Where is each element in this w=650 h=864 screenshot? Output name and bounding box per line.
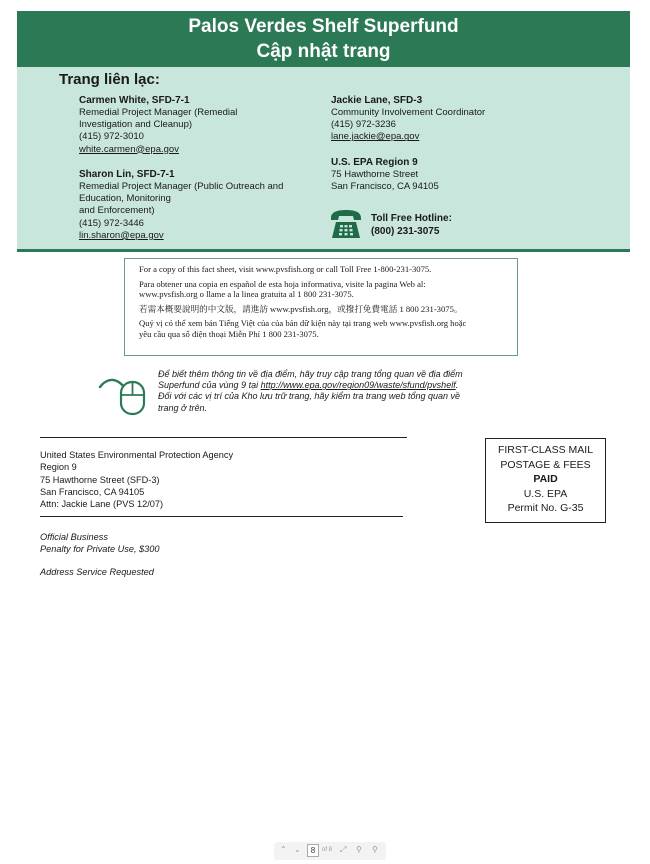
toll-free-hotline — [329, 209, 489, 241]
telephone-icon — [329, 209, 363, 240]
contact-phone: (415) 972-3010 — [79, 131, 144, 143]
return-address-line: United States Environmental Protection Agency — [40, 450, 234, 460]
divider-top — [40, 437, 407, 438]
fit-page-icon[interactable]: ⤢ — [340, 845, 347, 854]
hotline-label: Toll Free Hotline: — [371, 213, 452, 224]
contact-phone: (415) 972-3446 — [79, 217, 144, 229]
return-address-line: 75 Hawthorne Street (SFD-3) — [40, 474, 160, 485]
contact-role: Community Involvement Coordinator — [331, 107, 486, 118]
hotline-text — [371, 213, 452, 238]
computer-mouse-icon — [98, 370, 148, 416]
spanish-line: Para obtener una copia en español de esta hoja informativa, visite la pagina Web al: — [139, 278, 426, 289]
postage-agency: U.S. EPA — [523, 487, 568, 500]
spanish-line: www.pvsfish.org o llame a la linea gratuita al 1 800 231-3075. — [139, 289, 354, 300]
contact-role: Remedial Project Manager (Public Outreach and — [79, 181, 284, 192]
note-suffix: . — [455, 380, 459, 391]
spanish-notice — [139, 279, 509, 300]
contact-name: Carmen White, SFD-7-1 — [79, 95, 190, 106]
address-service-requested: Address Service Requested — [40, 567, 154, 577]
chinese-notice: 若需本概要說明的中文版，請進訪 www.pvsfish.org，或撥打免費電話 1 800 231-3075。 — [139, 303, 463, 314]
search-icon[interactable]: ⚲ — [372, 845, 378, 854]
office-city: San Francisco, CA 94105 — [331, 181, 439, 193]
note-line: trang ở trên. — [158, 402, 207, 413]
page-number-input[interactable]: 8 — [307, 844, 319, 857]
epa-office-address — [331, 156, 531, 193]
divider-bottom — [40, 516, 403, 517]
contact-email-link[interactable]: lin.sharon@epa.gov — [79, 229, 164, 241]
contact-sharon-lin — [79, 168, 319, 242]
penalty-line: Penalty for Private Use, $300 — [40, 544, 160, 555]
postage-class: FIRST-CLASS MAIL — [497, 444, 594, 456]
vietnamese-notice — [139, 318, 509, 339]
header-subtitle: Cập nhật trang — [256, 41, 391, 62]
contact-email-link[interactable]: white.carmen@epa.gov — [79, 143, 179, 155]
contact-phone: (415) 972-3236 — [331, 119, 396, 131]
contact-name: Jackie Lane, SFD-3 — [331, 95, 423, 106]
postage-indicia — [485, 438, 606, 523]
contact-jackie-lane — [331, 94, 531, 144]
language-availability-box — [124, 258, 518, 356]
office-street: 75 Hawthorne Street — [331, 169, 419, 180]
website-info-note — [158, 369, 508, 414]
contacts-panel — [17, 67, 630, 252]
chevron-up-icon[interactable]: ⌃ — [280, 845, 287, 854]
return-address — [40, 449, 233, 510]
office-name: U.S. EPA Region 9 — [331, 157, 418, 168]
contact-role: Investigation and Cleanup) — [79, 119, 193, 131]
return-address-line: San Francisco, CA 94105 — [40, 486, 145, 497]
official-line: Official Business — [40, 532, 108, 542]
contact-email-link[interactable]: lane.jackie@epa.gov — [331, 131, 420, 143]
zoom-out-icon[interactable]: ⚲ — [356, 845, 362, 854]
return-address-line: Region 9 — [40, 462, 77, 473]
site-overview-link[interactable]: http://www.epa.gov/region09/waste/sfund/pvshelf — [260, 380, 456, 391]
official-business — [40, 531, 160, 556]
postage-fees: POSTAGE & FEES — [500, 458, 591, 471]
page-count: of 8 — [322, 847, 333, 853]
postage-paid: PAID — [533, 473, 558, 486]
note-prefix: Superfund của vùng 9 tại — [158, 380, 261, 391]
postage-permit: Permit No. G-35 — [507, 502, 584, 515]
vietnamese-line: yêu cầu qua số điện thoại Miễn Phí 1 800 231-3075. — [139, 328, 319, 339]
note-line: Để biết thêm thông tin về địa điểm, hãy truy cập trang tổng quan về địa điểm — [158, 369, 463, 379]
hotline-number: (800) 231-3075 — [371, 225, 440, 237]
english-notice: For a copy of this fact sheet, visit www.pvsfish.org or call Toll Free 1-800-231-3075. — [139, 264, 432, 274]
note-line — [158, 380, 508, 391]
contacts-title: Trang liên lạc: — [59, 71, 160, 88]
contact-role: and Enforcement) — [79, 205, 155, 217]
contact-role: Education, Monitoring — [79, 193, 171, 205]
return-address-line: Attn: Jackie Lane (PVS 12/07) — [40, 499, 164, 510]
vietnamese-line: Quý vị có thể xem bản Tiếng Việt của của bản dữ kiện này tại trang web www.pvsfish.org hoặc — [139, 318, 467, 329]
note-line: Đối với các vị trí của Kho lưu trữ trang, hãy kiểm tra trang web tổng quan về — [158, 391, 460, 402]
chevron-down-icon[interactable]: ⌄ — [294, 845, 301, 854]
contact-carmen-white — [79, 94, 249, 156]
viewer-toolbar — [274, 842, 386, 860]
contact-role: Remedial Project Manager (Remedial — [79, 107, 238, 118]
contact-name: Sharon Lin, SFD-7-1 — [79, 169, 175, 180]
header-title: Palos Verdes Shelf Superfund — [188, 16, 459, 37]
page-header — [17, 11, 630, 67]
